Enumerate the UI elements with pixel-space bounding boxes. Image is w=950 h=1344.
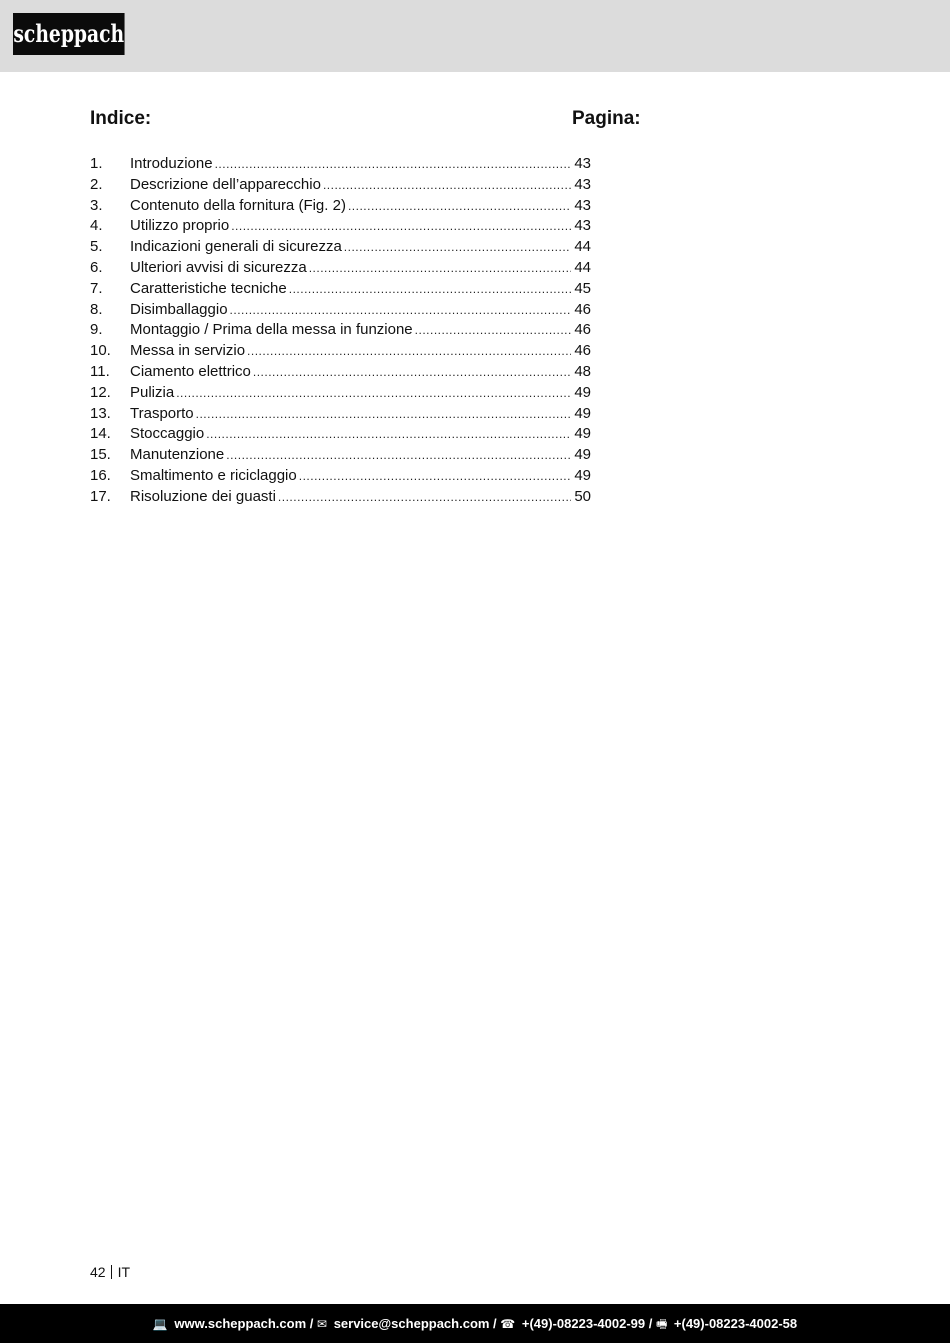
toc-entry-page: 45	[574, 279, 591, 297]
toc-entry[interactable]	[90, 216, 591, 237]
toc-entry-title: Utilizzo proprio	[130, 217, 230, 235]
toc-entry[interactable]	[90, 341, 591, 362]
toc-leader-dots	[215, 154, 572, 175]
email-link[interactable]: service@scheppach.com /	[333, 1316, 497, 1331]
toc-leader-dots	[206, 424, 571, 445]
contact-footer	[0, 1304, 950, 1343]
toc-entry-page: 49	[574, 425, 591, 443]
website-link[interactable]: www.scheppach.com /	[174, 1316, 314, 1331]
toc-leader-dots	[247, 341, 571, 362]
toc-entry-page: 49	[574, 446, 591, 464]
toc-entry-title: Disimballaggio	[130, 300, 228, 318]
toc-leader-dots	[289, 279, 572, 300]
toc-entry[interactable]	[90, 154, 591, 175]
toc-entry[interactable]	[90, 424, 591, 445]
divider	[111, 1265, 112, 1279]
toc-entry[interactable]	[90, 279, 591, 300]
toc-leader-dots	[253, 362, 571, 383]
toc-entry[interactable]	[90, 237, 591, 258]
toc-entry-number: 17.	[90, 487, 111, 505]
toc-entry-title: Ulteriori avvisi di sicurezza	[130, 258, 307, 276]
telephone-icon: ☎	[500, 1317, 516, 1331]
toc-entry-number: 5.	[90, 238, 103, 256]
toc-entry[interactable]	[90, 175, 591, 196]
toc-entry-title: Risoluzione dei guasti	[130, 487, 276, 505]
toc-leader-dots	[323, 175, 571, 196]
toc-entry-page: 43	[574, 217, 591, 235]
toc-entry-number: 1.	[90, 155, 103, 172]
toc-leader-dots	[226, 445, 571, 466]
toc-entry[interactable]	[90, 300, 591, 321]
toc-leader-dots	[309, 258, 572, 279]
toc-leader-dots	[415, 320, 572, 341]
toc-entry[interactable]	[90, 445, 591, 466]
toc-entry-page: 46	[574, 342, 591, 360]
toc-entry-page: 50	[574, 487, 591, 505]
toc-entry-page: 46	[574, 300, 591, 318]
page-number: 42	[90, 1264, 106, 1280]
fax-number: +(49)-08223-4002-58	[673, 1316, 798, 1331]
toc-entry-title: Stoccaggio	[130, 425, 205, 443]
toc-entry-title: Descrizione dell’apparecchio	[130, 175, 321, 193]
toc-entry[interactable]	[90, 196, 591, 217]
header-band	[0, 0, 950, 72]
toc-entry-title: Caratteristiche tecniche	[130, 279, 287, 297]
toc-entry-number: 16.	[90, 466, 111, 484]
toc-entry-title: Contenuto della fornitura (Fig. 2)	[130, 196, 346, 214]
toc-entry[interactable]	[90, 383, 591, 404]
toc-entry-number: 15.	[90, 446, 111, 464]
toc-leader-dots	[299, 466, 572, 487]
toc-entry-title: Smaltimento e riciclaggio	[130, 466, 297, 484]
computer-icon: 💻	[152, 1317, 168, 1331]
toc-entry-number: 12.	[90, 383, 111, 401]
toc-entry-number: 10.	[90, 342, 111, 360]
toc-entry-number: 2.	[90, 175, 103, 193]
toc-entry-number: 4.	[90, 217, 103, 235]
toc-entry[interactable]	[90, 487, 591, 508]
toc-entry-page: 46	[574, 321, 591, 339]
toc-entry-page: 43	[574, 175, 591, 193]
toc-entry-number: 13.	[90, 404, 111, 422]
toc-entry-title: Montaggio / Prima della messa in funzione	[130, 321, 413, 339]
toc-leader-dots	[231, 216, 571, 237]
toc-entry-number: 8.	[90, 300, 103, 318]
toc-leader-dots	[278, 487, 571, 508]
toc-entry[interactable]	[90, 404, 591, 425]
toc-entry-page: 43	[574, 155, 591, 172]
toc-entry-number: 9.	[90, 321, 103, 339]
toc-entry[interactable]	[90, 362, 591, 383]
toc-leader-dots	[196, 404, 572, 425]
toc-entry-page: 43	[574, 196, 591, 214]
toc-entry[interactable]	[90, 320, 591, 341]
toc-leader-dots	[230, 300, 572, 321]
toc-entry-title: Ciamento elettrico	[130, 362, 251, 380]
scheppach-logo[interactable]: scheppach	[13, 13, 125, 55]
toc-entry-title: Indicazioni generali di sicurezza	[130, 238, 342, 256]
language-code: IT	[117, 1264, 131, 1280]
toc-leader-dots	[344, 237, 572, 258]
envelope-icon: ✉	[317, 1317, 328, 1331]
toc-entry-title: Trasporto	[130, 404, 194, 422]
toc-entry[interactable]	[90, 466, 591, 487]
toc-entry-title: Introduzione	[130, 155, 213, 172]
fax-icon: 🖷	[655, 1317, 668, 1331]
toc-entry[interactable]	[90, 258, 591, 279]
toc-entry-number: 11.	[90, 362, 110, 380]
toc-heading-page: Pagina:	[572, 108, 641, 129]
toc-leader-dots	[176, 383, 571, 404]
toc-entry-number: 14.	[90, 425, 111, 443]
toc-entry-number: 3.	[90, 196, 103, 214]
table-of-contents	[90, 154, 591, 508]
toc-entry-number: 7.	[90, 279, 103, 297]
toc-heading-index: Indice:	[90, 108, 152, 129]
toc-entry-title: Pulizia	[130, 383, 175, 401]
toc-entry-page: 49	[574, 404, 591, 422]
toc-entry-title: Messa in servizio	[130, 342, 246, 360]
toc-entry-title: Manutenzione	[130, 446, 225, 464]
toc-entry-page: 44	[574, 238, 591, 256]
toc-leader-dots	[348, 196, 571, 217]
toc-entry-page: 44	[574, 258, 591, 276]
toc-entry-page: 49	[574, 466, 591, 484]
toc-entry-number: 6.	[90, 258, 103, 276]
phone-number: +(49)-08223-4002-99 /	[521, 1316, 653, 1331]
page-number-label	[90, 1264, 130, 1280]
toc-entry-page: 49	[574, 383, 591, 401]
toc-entry-page: 48	[574, 362, 591, 380]
